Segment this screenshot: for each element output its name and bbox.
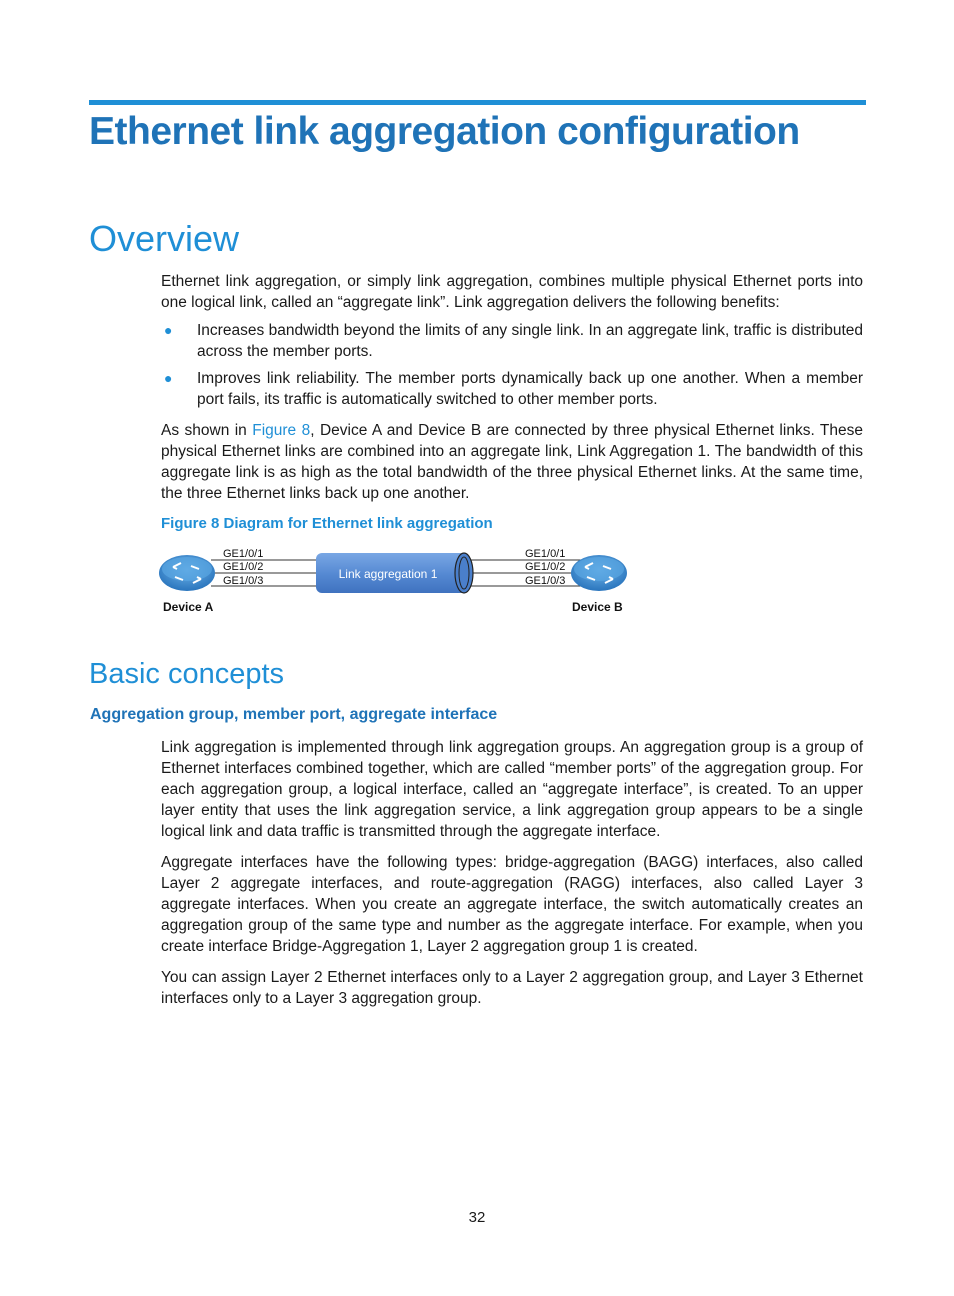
device-a-label: Device A (163, 600, 214, 614)
right-port-label: GE1/0/3 (525, 575, 566, 587)
paragraph-text-start: As shown in (161, 422, 253, 439)
benefit-bullet-1 (161, 320, 863, 362)
section-title-basic-concepts: Basic concepts (89, 658, 285, 690)
chapter-rule (89, 100, 866, 105)
left-port-label: GE1/0/2 (223, 561, 264, 573)
left-port-label: GE1/0/1 (223, 548, 264, 560)
device-a-switch-icon (159, 555, 215, 591)
device-b-switch-icon (571, 555, 627, 591)
subsection-title: Aggregation group, member port, aggregate interface (90, 706, 498, 723)
paragraph-text-end: , Device A and Device B are connected by three physical Ethernet links. These physical Ethernet links are combined into an aggregate link, Link Aggregation 1. The bandwidth of this aggregate link is as high as the total bandwidth of the three physical Ethernet links. At the same time, the three Ethernet links back up one another. (161, 422, 863, 502)
basic-paragraph-1: Link aggregation is implemented through link aggregation groups. An aggregation group is a group of Ethernet interfaces combined together, which are called “member ports” of the aggregation group. For each aggregation group, a logical interface, called an “aggregate interface”, is created. To an upper layer entity that uses the link aggregation service, a link aggregation group appears to be a single logical link and data traffic is transmitted through the aggregate interface. (161, 739, 863, 840)
bullet-icon: ● (164, 370, 173, 386)
figure-8-link[interactable]: Figure 8 (252, 422, 311, 439)
section-title-overview: Overview (89, 218, 240, 259)
aggregation-label: Link aggregation 1 (338, 567, 438, 581)
bullet-text: Improves link reliability. The member ports dynamically back up one another. When a member port fails, its traffic is automatically switched to other member ports. (197, 370, 863, 408)
overview-intro-paragraph: Ethernet link aggregation, or simply link aggregation, combines multiple physical Ethernet ports into one logical link, called an “aggregate link”. Link aggregation delivers the following benefits: (161, 273, 863, 311)
figure-caption: Figure 8 Diagram for Ethernet link aggregation (161, 515, 493, 532)
basic-paragraph-2: Aggregate interfaces have the following types: bridge-aggregation (BAGG) interfaces, also called Layer 2 aggregate interfaces, and route-aggregation (RAGG) interfaces, also called Layer 3 aggregate interfaces. When you create an aggregate interface, the switch automatically creates an aggregation group of the same type and number as the aggregate interface. For example, when you create interface Bridge-Aggregation 1, Layer 2 aggregation group 1 is created. (161, 854, 863, 955)
link-aggregation-diagram (155, 543, 635, 621)
left-port-label: GE1/0/3 (223, 575, 264, 587)
device-b-label: Device B (572, 600, 623, 614)
bullet-text: Increases bandwidth beyond the limits of any single link. In an aggregate link, traffic is distributed across the member ports. (197, 322, 863, 360)
bullet-icon: ● (164, 322, 173, 338)
right-port-label: GE1/0/2 (525, 561, 566, 573)
page-number: 32 (468, 1209, 486, 1226)
basic-paragraph-3: You can assign Layer 2 Ethernet interfaces only to a Layer 2 aggregation group, and Layer 3 Ethernet interfaces only to a Layer 3 aggregation group. (161, 969, 863, 1007)
benefit-bullet-2 (161, 368, 863, 410)
right-port-label: GE1/0/1 (525, 548, 566, 560)
chapter-title: Ethernet link aggregation configuration (89, 110, 800, 153)
figure-reference-paragraph (161, 420, 863, 504)
